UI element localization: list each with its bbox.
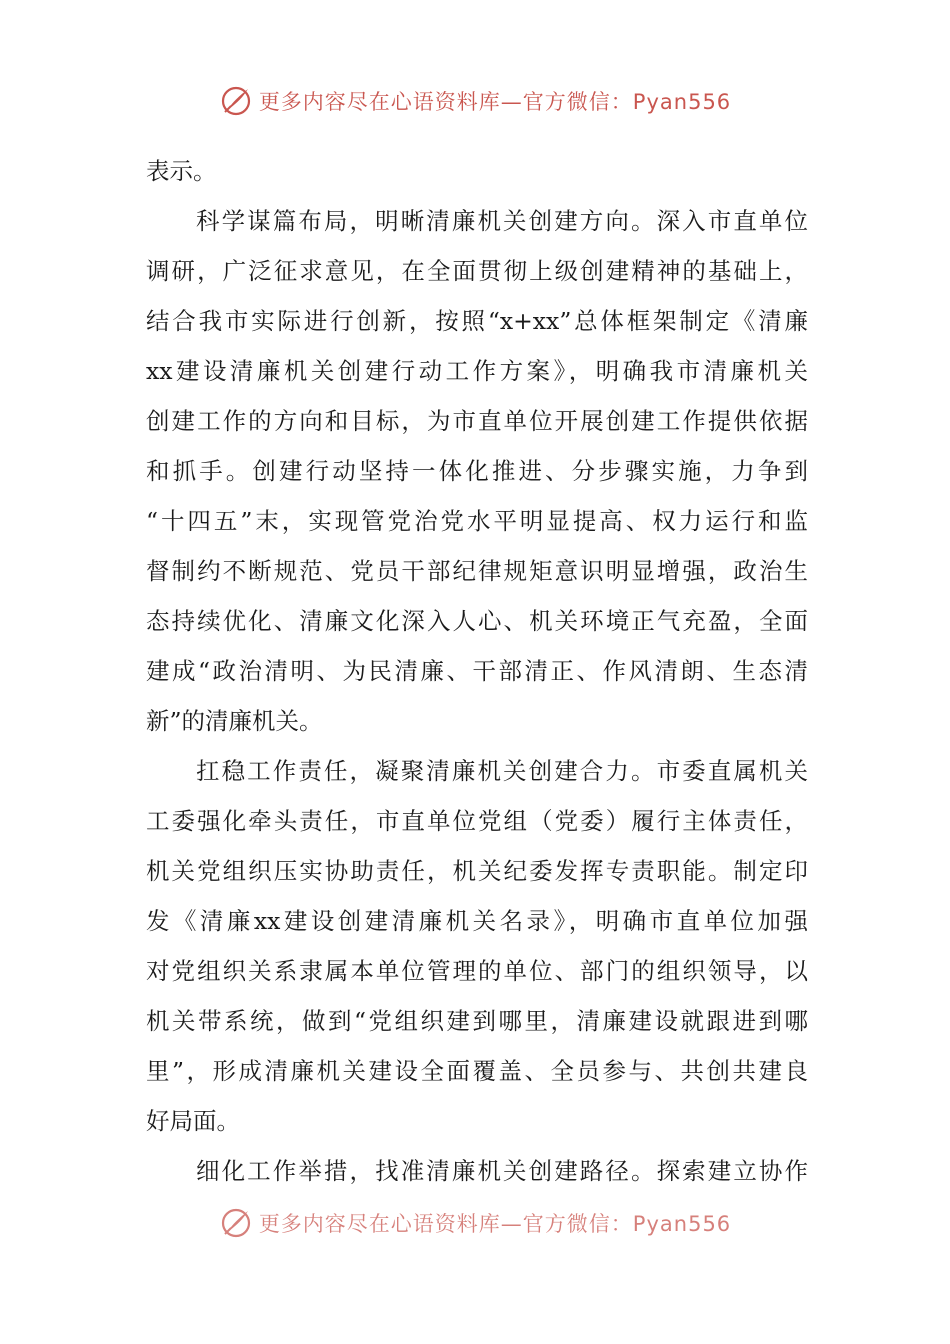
- text-line: 表示。: [146, 157, 217, 185]
- text-line: 里”，形成清廉机关建设全面覆盖、全员参与、共创共建良: [146, 1057, 808, 1085]
- text-line: 调研，广泛征求意见，在全面贯彻上级创建精神的基础上，: [146, 257, 808, 285]
- text-line: xx建设清廉机关创建行动工作方案》，明确我市清廉机关: [146, 357, 808, 385]
- text-line: 发《清廉xx建设创建清廉机关名录》，明确市直单位加强: [146, 907, 808, 935]
- text-line: 新”的清廉机关。: [146, 707, 323, 735]
- text-line: 和抓手。创建行动坚持一体化推进、分步骤实施，力争到: [146, 457, 808, 485]
- text-line: 机关带系统，做到“党组织建到哪里，清廉建设就跟进到哪: [146, 1007, 808, 1035]
- feather-quill-logo-icon: [219, 84, 253, 118]
- watermark-text: 更多内容尽在心语资料库—官方微信：Pyan556: [258, 1212, 732, 1236]
- text-line: 细化工作举措，找准清廉机关创建路径。探索建立协作: [196, 1157, 808, 1185]
- text-line: “十四五”末，实现管党治党水平明显提高、权力运行和监: [146, 507, 808, 535]
- footer-watermark: [0, 1206, 950, 1240]
- document-body: [146, 146, 808, 1196]
- text-line: 扛稳工作责任，凝聚清廉机关创建合力。市委直属机关: [196, 757, 808, 785]
- header-watermark: [0, 84, 950, 118]
- text-line: 结合我市实际进行创新，按照“x+xx”总体框架制定《清廉: [146, 307, 808, 335]
- text-line: 好局面。: [146, 1107, 240, 1135]
- text-line: 对党组织关系隶属本单位管理的单位、部门的组织领导，以: [146, 957, 808, 985]
- feather-quill-logo-icon: [219, 1206, 253, 1240]
- text-line: 创建工作的方向和目标，为市直单位开展创建工作提供依据: [146, 407, 808, 435]
- watermark-text: 更多内容尽在心语资料库—官方微信：Pyan556: [258, 90, 732, 114]
- text-line: 态持续优化、清廉文化深入人心、机关环境正气充盈，全面: [146, 607, 808, 635]
- text-line: 工委强化牵头责任，市直单位党组（党委）履行主体责任，: [146, 807, 808, 835]
- text-line: 科学谋篇布局，明晰清廉机关创建方向。深入市直单位: [196, 207, 808, 235]
- text-line: 机关党组织压实协助责任，机关纪委发挥专责职能。制定印: [146, 857, 808, 885]
- text-line: 建成“政治清明、为民清廉、干部清正、作风清朗、生态清: [146, 657, 808, 685]
- text-line: 督制约不断规范、党员干部纪律规矩意识明显增强，政治生: [146, 557, 808, 585]
